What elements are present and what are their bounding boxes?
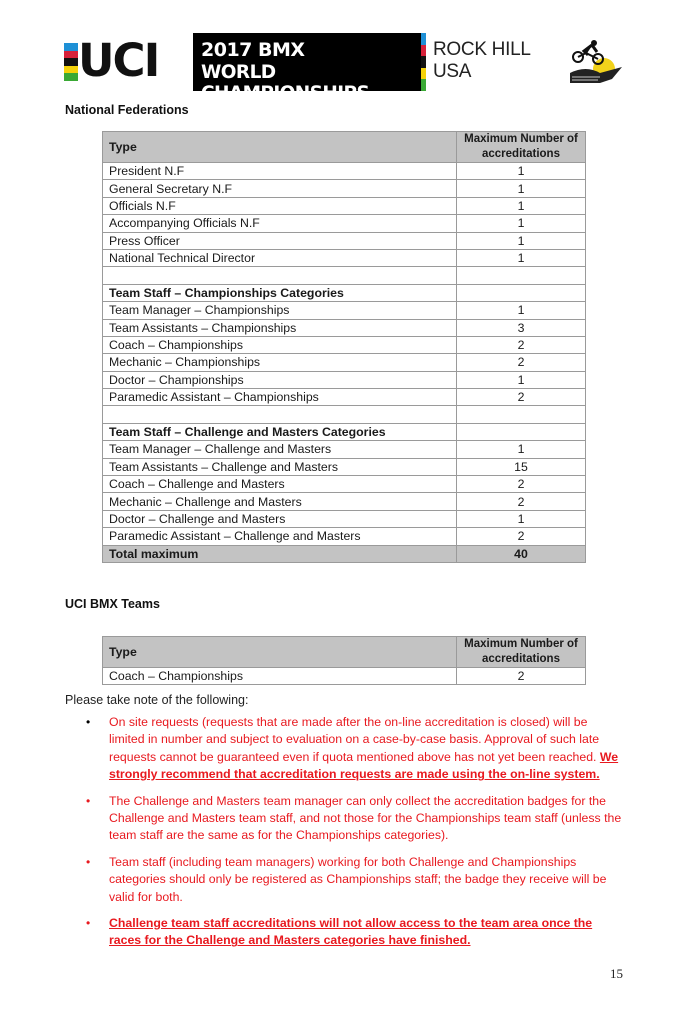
cell-type: Doctor – Championships [103, 371, 457, 388]
table-row [103, 249, 586, 266]
section-heading-uci-bmx-teams: UCI BMX Teams [65, 597, 160, 611]
cell-max: 2 [457, 354, 586, 371]
cell-type: Team Manager – Championships [103, 302, 457, 319]
table-row [103, 668, 586, 685]
cell-max: 1 [457, 371, 586, 388]
uci-logo-text: UCI [78, 34, 159, 87]
bullet-icon: • [86, 916, 91, 931]
note-emphasis: Challenge team staff accreditations will not allow access to the team area once the races for the Challenge and Masters categories have finished. [109, 916, 593, 948]
cell-type: President N.F [103, 163, 457, 180]
table-row [103, 302, 586, 319]
bullet-icon: • [86, 715, 91, 729]
table-row [103, 354, 586, 371]
table-row [103, 197, 586, 214]
cell-max: 2 [457, 476, 586, 493]
page-number: 15 [610, 966, 623, 981]
cell-type: Team Assistants – Challenge and Masters [103, 458, 457, 475]
cell-type: Press Officer [103, 232, 457, 249]
bullet-icon: • [86, 793, 91, 808]
column-header-max: Maximum Number of accreditations [457, 132, 586, 163]
event-title-line2: WORLD CHAMPIONSHIPS [201, 62, 370, 104]
bmx-rider-icon [564, 39, 622, 83]
table-subheading-row [103, 423, 586, 440]
cell-type: Accompanying Officials N.F [103, 215, 457, 232]
note-item [66, 714, 626, 784]
table-row [103, 319, 586, 336]
empty-cell [457, 406, 586, 423]
table-row [103, 510, 586, 527]
subheading-challenge-masters: Team Staff – Challenge and Masters Categories [103, 423, 457, 440]
cell-max: 1 [457, 232, 586, 249]
table-row [103, 476, 586, 493]
note-text: Team staff (including team managers) working for both Challenge and Championships categories should only be registered as Championships staff; the badge they receive will be valid for both. [109, 854, 607, 904]
note-text: On site requests (requests that are made after the on-line accreditation is closed) will be limited in number and subject to evaluation on a case-by-case basis. Approval of such late requests cannot be guaranteed even if quota mentioned above has not yet been reached. [109, 715, 600, 764]
event-title-line1: 2017 BMX [201, 39, 305, 61]
national-federations-table [102, 131, 586, 563]
cell-type: Officials N.F [103, 197, 457, 214]
location-country: USA [433, 61, 472, 82]
cell-max: 2 [457, 336, 586, 353]
table-total-row [103, 545, 586, 562]
table-row [103, 371, 586, 388]
cell-type: Team Assistants – Championships [103, 319, 457, 336]
note-item [66, 793, 626, 845]
table-row [103, 215, 586, 232]
note-text: The Challenge and Masters team manager can only collect the accreditation badges for the Challenge and Masters team staff, and not those for the Championships team staff (unless the team staff are the same as for the Championships categories). [109, 793, 622, 843]
table-row [103, 389, 586, 406]
note-item [66, 854, 626, 906]
table-row [103, 458, 586, 475]
table-row [103, 493, 586, 510]
table-row [103, 180, 586, 197]
rainbow-stripe-divider [421, 33, 426, 91]
table-row [103, 528, 586, 545]
table-row [103, 441, 586, 458]
location-city: ROCK HILL [433, 39, 531, 60]
cell-type: National Technical Director [103, 249, 457, 266]
cell-type: Doctor – Challenge and Masters [103, 510, 457, 527]
bullet-icon: • [86, 854, 91, 869]
subheading-championships: Team Staff – Championships Categories [103, 284, 457, 301]
table-spacer-row [103, 406, 586, 423]
cell-max: 1 [457, 510, 586, 527]
cell-type: Mechanic – Challenge and Masters [103, 493, 457, 510]
cell-type: Paramedic Assistant – Challenge and Masters [103, 528, 457, 545]
cell-max: 1 [457, 441, 586, 458]
table-subheading-row [103, 284, 586, 301]
uci-rainbow-stripes [64, 43, 78, 81]
cell-max: 1 [457, 197, 586, 214]
total-value: 40 [457, 545, 586, 562]
table-row [103, 336, 586, 353]
note-emphasis: We strongly recommend that accreditation requests are made using the on-line system. [109, 749, 619, 782]
location-text [433, 39, 531, 83]
table-header-row [103, 637, 586, 668]
cell-max: 1 [457, 215, 586, 232]
cell-type: Team Manager – Challenge and Masters [103, 441, 457, 458]
cell-max: 1 [457, 163, 586, 180]
empty-cell [457, 423, 586, 440]
event-title-box [193, 33, 421, 104]
empty-cell [103, 406, 457, 423]
cell-max: 1 [457, 249, 586, 266]
cell-max: 2 [457, 528, 586, 545]
cell-max: 15 [457, 458, 586, 475]
cell-max: 2 [457, 493, 586, 510]
column-header-type: Type [103, 132, 457, 163]
column-header-type: Type [103, 637, 457, 668]
cell-type: General Secretary N.F [103, 180, 457, 197]
cell-type: Paramedic Assistant – Championships [103, 389, 457, 406]
cell-max: 2 [457, 389, 586, 406]
notes-list [66, 714, 626, 959]
empty-cell [457, 267, 586, 284]
cell-max: 3 [457, 319, 586, 336]
uci-bmx-teams-table [102, 636, 586, 685]
column-header-max: Maximum Number of accreditations [457, 637, 586, 668]
table-header-row [103, 132, 586, 163]
empty-cell [103, 267, 457, 284]
empty-cell [457, 284, 586, 301]
cell-type: Coach – Championships [103, 668, 457, 685]
cell-type: Mechanic – Championships [103, 354, 457, 371]
cell-max: 1 [457, 180, 586, 197]
total-label: Total maximum [103, 545, 457, 562]
table-row [103, 232, 586, 249]
uci-logo [64, 34, 184, 87]
table-row [103, 163, 586, 180]
section-heading-national-federations: National Federations [65, 103, 189, 117]
table-spacer-row [103, 267, 586, 284]
notes-intro: Please take note of the following: [65, 693, 249, 707]
cell-max: 2 [457, 668, 586, 685]
cell-max: 1 [457, 302, 586, 319]
cell-type: Coach – Challenge and Masters [103, 476, 457, 493]
cell-type: Coach – Championships [103, 336, 457, 353]
header-banner [64, 33, 624, 104]
note-item [66, 915, 626, 950]
